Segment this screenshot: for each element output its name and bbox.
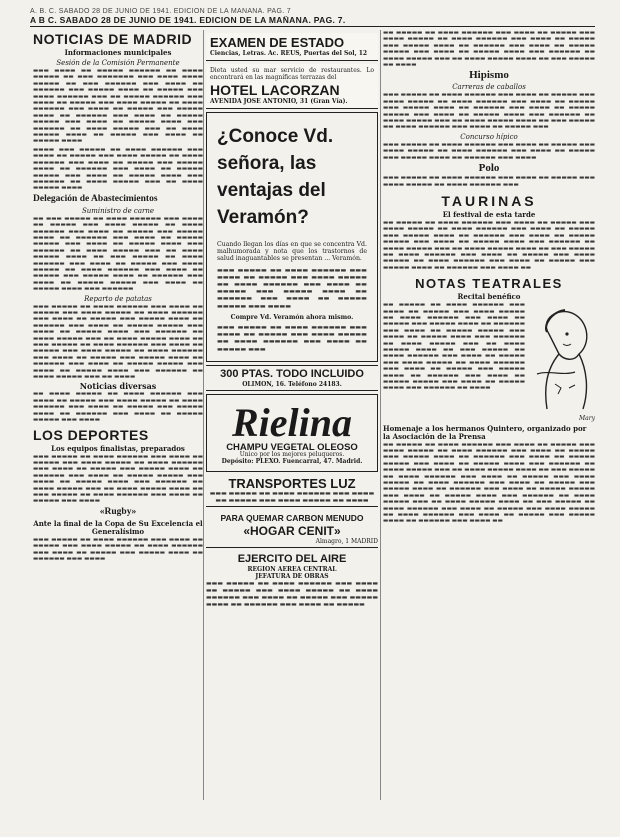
ejercito-title: EJERCITO DEL AIRE [237, 553, 347, 566]
polo-title: Polo [478, 162, 500, 175]
body-text: ▬▬ ▬▬▬▬▬ ▬▬ ▬▬▬▬ ▬▬▬▬▬▬ ▬▬▬ ▬▬▬▬ ▬▬ ▬▬▬▬▬ ▬▬▬ ▬▬▬▬ ▬▬▬▬▬ ▬▬ ▬▬▬▬ ▬▬▬▬▬▬ ▬▬▬ ▬▬▬▬ ▬▬ ▬▬▬▬▬ ▬▬▬ ▬▬▬▬▬ ▬▬▬▬ ▬▬ ▬▬▬▬▬▬ ▬▬▬ ▬▬▬▬ ▬▬ ▬▬▬▬▬ ▬▬▬▬▬ ▬▬▬ ▬▬▬▬ ▬▬ ▬▬▬▬▬ ▬▬▬▬ ▬▬▬ ▬▬▬▬▬▬ ▬▬ ▬▬▬▬ ▬▬▬▬▬ ▬▬▬ ▬▬ ▬▬▬▬ ▬▬▬▬▬ ▬▬▬▬ ▬▬ ▬▬▬ ▬▬▬▬▬ ▬▬ ▬▬▬▬ ▬▬▬▬▬▬ ▬▬▬ ▬▬▬▬ ▬▬ ▬▬▬▬▬ ▬▬▬ ▬▬▬▬ ▬▬▬▬▬ ▬▬ ▬▬▬▬ ▬▬▬▬▬▬ ▬▬▬ ▬▬▬▬ ▬▬ ▬▬▬▬▬ ▬▬▬ ▬▬▬▬▬ ▬▬▬▬ ▬▬ ▬▬▬▬▬▬ ▬▬▬ ▬▬▬▬ ▬▬ [383, 219, 595, 271]
body-text: ▬▬▬ ▬▬▬▬▬ ▬▬ ▬▬▬▬ ▬▬▬▬▬▬ ▬▬▬ ▬▬▬▬ ▬▬ ▬▬▬▬▬ ▬▬▬ ▬▬▬▬ ▬▬▬▬▬ ▬▬ ▬▬▬▬ ▬▬▬▬▬▬ ▬▬▬ ▬▬▬▬ ▬▬ ▬▬▬▬▬ ▬▬▬ ▬▬▬▬▬ ▬▬▬▬ ▬▬ ▬▬▬▬▬▬ ▬▬▬ ▬▬▬▬ [33, 536, 203, 562]
rielina-depot: Depósito: PLEXO. Fuencarral, 47. Madrid. [221, 458, 363, 466]
header-top-line: A. B. C. SABADO 28 DE JUNIO DE 1941. EDICION DE LA MAÑANA. PAG. 7 [30, 8, 291, 15]
hipismo-title: Hipismo [469, 69, 509, 82]
examen-line: Ciencias, Letras. Ac. REUS, Puertas del Sol, 12 [210, 50, 368, 57]
veramon-line-4: Veramón? [217, 207, 309, 228]
rielina-subtitle: CHAMPU VEGETAL OLEOSO [226, 441, 358, 453]
concurso-subtitle: Concurso hípico [460, 132, 518, 141]
rielina-line: Unico por los mejores peluqueros. [239, 451, 345, 459]
ejercito-subtitle-2: JEFATURA DE OBRAS [255, 573, 329, 581]
transportes-title: TRANSPORTES LUZ [228, 476, 356, 492]
teatro-title: NOTAS TEATRALES [415, 276, 563, 292]
finalists-subtitle: Los equipos finalistas, preparados [51, 443, 185, 453]
hotel-address: AVENIDA JOSE ANTONIO, 31 (Gran Vía). [210, 98, 348, 105]
hogar-address: Almagro, 1 MADRID [315, 538, 378, 546]
veramon-line-2: señora, las [217, 153, 317, 174]
body-text: ▬▬ ▬▬▬▬▬ ▬▬ ▬▬▬▬ ▬▬▬▬▬▬ ▬▬▬ ▬▬▬▬ ▬▬ ▬▬▬▬▬ ▬▬▬ ▬▬▬▬ ▬▬▬▬▬ ▬▬ ▬▬▬▬ ▬▬▬▬▬▬ ▬▬▬ ▬▬▬▬ ▬▬ ▬▬▬▬▬ ▬▬▬ ▬▬▬▬▬ ▬▬▬▬ ▬▬ ▬▬▬▬▬▬ ▬▬▬ ▬▬▬▬ ▬▬ ▬▬▬▬▬ ▬▬▬▬▬ ▬▬▬ ▬▬▬▬ ▬▬ ▬▬▬▬▬ ▬▬▬▬ ▬▬▬ ▬▬▬▬▬▬ ▬▬ ▬▬▬▬ ▬▬▬▬▬ ▬▬▬ ▬▬ ▬▬▬▬ ▬▬▬▬▬ ▬▬▬▬ ▬▬ ▬▬▬ ▬▬▬▬▬ ▬▬ ▬▬▬▬ ▬▬▬▬▬▬ ▬▬▬ ▬▬▬▬ ▬▬ ▬▬▬▬▬ ▬▬▬ ▬▬▬▬ ▬▬▬▬▬ ▬▬ ▬▬▬▬ ▬▬▬▬▬▬ ▬▬▬ ▬▬▬▬ ▬▬ ▬▬▬▬▬ ▬▬▬ ▬▬▬▬▬ ▬▬▬▬ ▬▬ ▬▬▬▬▬▬ ▬▬▬ ▬▬▬▬ ▬▬ ▬▬▬▬▬ ▬▬▬▬▬ ▬▬▬ ▬▬▬▬ ▬▬ ▬▬▬▬▬ ▬▬▬▬ ▬▬▬ ▬▬▬▬▬▬ ▬▬ ▬▬▬▬ ▬▬▬▬▬ ▬▬▬ ▬▬ ▬▬▬▬ ▬▬▬▬▬ ▬▬▬▬ ▬▬ ▬▬▬ ▬▬▬▬▬ ▬▬ ▬▬▬▬ ▬▬▬▬▬▬ ▬▬▬ ▬▬▬▬ ▬▬ ▬▬▬▬▬ ▬▬▬ ▬▬▬▬ ▬▬▬▬▬ ▬▬ ▬▬▬▬ ▬▬▬▬▬▬ ▬▬▬ ▬▬▬▬ ▬▬ ▬▬▬▬▬ ▬▬▬ ▬▬▬▬▬ ▬▬▬▬ ▬▬ ▬▬▬▬▬▬ ▬▬▬ ▬▬▬▬ ▬▬ [383, 441, 595, 525]
potatoes-subtitle: Reparto de patatas [84, 294, 152, 303]
body-text: ▬▬ ▬▬▬▬▬ ▬▬ ▬▬▬▬ ▬▬▬▬▬▬ ▬▬▬ ▬▬▬▬ ▬▬ ▬▬▬▬▬ ▬▬▬ ▬▬▬▬ ▬▬▬▬▬ ▬▬ ▬▬▬▬ ▬▬▬▬▬▬ ▬▬▬ ▬▬▬▬ ▬▬ ▬▬▬▬▬ ▬▬▬ ▬▬▬▬▬ ▬▬▬▬ ▬▬ ▬▬▬▬▬▬ ▬▬▬ ▬▬▬▬ ▬▬ ▬▬▬▬▬ ▬▬▬▬▬ ▬▬▬ ▬▬▬▬ ▬▬ ▬▬▬▬▬ ▬▬▬▬ ▬▬▬ ▬▬▬▬▬▬ ▬▬ ▬▬▬▬ ▬▬▬▬▬ ▬▬▬ ▬▬ ▬▬▬▬ ▬▬▬▬▬ ▬▬▬▬ ▬▬ ▬▬▬ ▬▬▬▬▬ ▬▬ ▬▬▬▬ [383, 30, 595, 69]
actress-sketch-icon [529, 304, 595, 414]
veramon-line-1: ¿Conoce Vd. [217, 126, 334, 147]
body-text: ▬▬ ▬▬▬▬ ▬▬▬▬▬ ▬▬ ▬▬▬▬ ▬▬▬▬▬▬ ▬▬▬ ▬▬▬▬ ▬▬ ▬▬▬▬▬ ▬▬▬ ▬▬▬▬ ▬▬▬▬▬ ▬▬ ▬▬▬▬ ▬▬▬▬▬▬ ▬▬▬ ▬▬▬▬ ▬▬ ▬▬▬▬▬ ▬▬▬ ▬▬▬▬▬ ▬▬▬▬ ▬▬ ▬▬▬▬▬▬ ▬▬▬ ▬▬▬▬ ▬▬ ▬▬▬▬▬ ▬▬▬▬▬ ▬▬▬ ▬▬▬▬ [33, 391, 203, 424]
examen-title: EXAMEN DE ESTADO [210, 35, 345, 50]
veramon-cta: Compre Vd. Veramón ahora mismo. [230, 313, 354, 321]
hotel-intro: Dieta usted su mar servicio de restaurantes. Lo encontrará en las magníficas terrazas del [210, 67, 374, 81]
sketch-caption: Mary [579, 415, 595, 423]
body-text: ▬▬▬ ▬▬▬▬▬ ▬▬ ▬▬▬▬ ▬▬▬▬▬▬ ▬▬▬ ▬▬▬▬ ▬▬ ▬▬▬▬▬ ▬▬▬ ▬▬▬▬ ▬▬▬▬▬ ▬▬ ▬▬▬▬ ▬▬▬▬▬▬ ▬▬▬ ▬▬▬▬ ▬▬ ▬▬▬▬▬ ▬▬▬ ▬▬▬▬▬ ▬▬▬▬ ▬▬ ▬▬▬▬▬▬ ▬▬▬ ▬▬▬▬ ▬▬ ▬▬▬▬▬ ▬▬▬▬▬ ▬▬▬ ▬▬▬▬ [217, 266, 367, 310]
body-text: ▬▬▬ ▬▬▬▬▬ ▬▬ ▬▬▬▬ ▬▬▬▬▬▬ ▬▬▬ ▬▬▬▬ ▬▬ ▬▬▬▬▬ ▬▬▬ ▬▬▬▬ ▬▬▬▬▬ ▬▬ ▬▬▬▬ ▬▬▬▬▬▬ ▬▬▬ [383, 175, 595, 188]
column-divider-1 [203, 30, 204, 800]
body-text: ▬▬▬ ▬▬▬▬▬ ▬▬ ▬▬▬▬ ▬▬▬▬▬▬ ▬▬▬ ▬▬▬▬ ▬▬ ▬▬▬▬▬ ▬▬▬ ▬▬▬▬ ▬▬▬▬▬ ▬▬ ▬▬▬▬ ▬▬▬▬▬▬ ▬▬▬ ▬▬▬▬ ▬▬ ▬▬▬▬▬ ▬▬▬ [217, 324, 367, 353]
meat-subtitle: Suministro de carne [81, 206, 155, 215]
body-text: ▬▬▬ ▬▬▬▬▬ ▬▬ ▬▬▬▬ ▬▬▬▬▬▬ ▬▬▬ ▬▬▬▬ ▬▬ ▬▬▬▬▬ ▬▬▬ ▬▬▬▬ ▬▬▬▬▬ ▬▬ ▬▬▬▬ ▬▬▬▬▬▬ ▬▬▬ ▬▬▬▬ ▬▬ ▬▬▬▬▬ ▬▬▬ ▬▬▬▬▬ ▬▬▬▬ ▬▬ ▬▬▬▬▬▬ ▬▬▬ ▬▬▬▬ [383, 141, 595, 161]
hotel-name: HOTEL LACORZAN [210, 82, 340, 98]
body-text: ▬▬▬▬ ▬▬▬ ▬▬▬▬▬ ▬▬ ▬▬▬▬ ▬▬▬▬▬▬ ▬▬▬ ▬▬▬▬ ▬▬ ▬▬▬▬▬ ▬▬▬ ▬▬▬▬ ▬▬▬▬▬ ▬▬ ▬▬▬▬ ▬▬▬▬▬▬ ▬▬▬ ▬▬▬▬ ▬▬ ▬▬▬▬▬ ▬▬▬ ▬▬▬▬▬ ▬▬▬▬ ▬▬ ▬▬▬▬▬▬ ▬▬▬ ▬▬▬▬ ▬▬ ▬▬▬▬▬ ▬▬▬▬▬ ▬▬▬ ▬▬▬▬ ▬▬ ▬▬▬▬▬ ▬▬▬▬ ▬▬▬ ▬▬▬▬▬▬ ▬▬ ▬▬▬▬ ▬▬▬▬▬ ▬▬▬ ▬▬ ▬▬▬▬ ▬▬▬▬▬ ▬▬▬▬ [33, 146, 203, 192]
veramon-line-3: ventajas del [217, 180, 326, 201]
body-text: ▬▬▬ ▬▬▬▬▬ ▬▬ ▬▬▬▬ ▬▬▬▬▬▬ ▬▬▬ ▬▬▬▬ ▬▬ ▬▬▬▬▬ ▬▬▬ ▬▬▬▬ ▬▬▬▬▬ ▬▬ ▬▬▬▬ ▬▬▬▬▬▬ ▬▬▬ ▬▬▬▬ ▬▬ ▬▬▬▬▬ ▬▬▬ ▬▬▬▬▬ ▬▬▬▬ ▬▬ ▬▬▬▬▬▬ ▬▬▬ ▬▬▬▬ ▬▬ ▬▬▬▬▬ [206, 580, 378, 609]
veramon-ad [206, 112, 378, 362]
abastecimientos-title: Delegación de Abastecimientos [33, 193, 158, 204]
homenaje-title: Homenaje a los hermanos Quintero, organizado por la Asociación de la Prensa [383, 423, 587, 441]
body-text: ▬▬▬ ▬▬▬▬▬ ▬▬ ▬▬▬▬ ▬▬▬▬▬▬ ▬▬▬ ▬▬▬▬ ▬▬ ▬▬▬▬▬ ▬▬▬ ▬▬▬▬ ▬▬▬▬▬ ▬▬ ▬▬▬▬ [209, 490, 375, 505]
commission-subtitle: Sesión de la Comisión Permanente [56, 59, 180, 67]
body-text: ▬▬▬ ▬▬▬▬▬ ▬▬ ▬▬▬▬ ▬▬▬▬▬▬ ▬▬▬ ▬▬▬▬ ▬▬ ▬▬▬▬▬ ▬▬▬ ▬▬▬▬ ▬▬▬▬▬ ▬▬ ▬▬▬▬ ▬▬▬▬▬▬ ▬▬▬ ▬▬▬▬ ▬▬ ▬▬▬▬▬ ▬▬▬ ▬▬▬▬▬ ▬▬▬▬ ▬▬ ▬▬▬▬▬▬ ▬▬▬ ▬▬▬▬ ▬▬ ▬▬▬▬▬ ▬▬▬▬▬ ▬▬▬ ▬▬▬▬ ▬▬ ▬▬▬▬▬ ▬▬▬▬ ▬▬▬ ▬▬▬▬▬▬ ▬▬ ▬▬▬▬ ▬▬▬▬▬ ▬▬▬ ▬▬ ▬▬▬▬ ▬▬▬▬▬ ▬▬▬▬ ▬▬ ▬▬▬ ▬▬▬▬▬ ▬▬ ▬▬▬▬ ▬▬▬▬▬▬ ▬▬▬ ▬▬▬▬ ▬▬ ▬▬▬▬▬ ▬▬▬ ▬▬▬▬ ▬▬▬▬▬ ▬▬ ▬▬▬▬ ▬▬▬▬▬▬ ▬▬▬ ▬▬▬▬ ▬▬ ▬▬▬▬▬ ▬▬▬ ▬▬▬▬▬ ▬▬▬▬ ▬▬ ▬▬▬▬▬▬ ▬▬▬ ▬▬▬▬ ▬▬ ▬▬▬▬▬ ▬▬▬▬▬ ▬▬▬ ▬▬▬▬ ▬▬ ▬▬▬▬▬ ▬▬▬▬ ▬▬▬ ▬▬▬▬▬▬ ▬▬ ▬▬▬▬ ▬▬▬▬▬ ▬▬▬ ▬▬ ▬▬▬▬ [33, 303, 203, 381]
body-text: ▬▬▬ ▬▬▬▬ ▬▬ ▬▬▬▬▬ ▬▬▬▬▬▬ ▬▬ ▬▬▬▬ ▬▬▬▬▬ ▬▬ ▬▬▬ ▬▬▬▬▬▬▬ ▬▬▬ ▬▬▬▬ ▬▬▬▬ ▬▬▬▬▬ ▬▬ ▬▬▬ ▬▬▬▬▬▬ ▬▬▬ ▬▬▬▬ ▬▬ ▬▬▬▬▬▬ ▬▬▬ ▬▬▬▬▬ ▬▬▬▬ ▬▬ ▬▬▬▬▬ ▬▬▬ ▬▬▬▬ ▬▬▬▬▬▬ ▬▬▬ ▬▬ ▬▬▬▬▬ ▬▬▬▬▬▬ ▬▬▬ ▬▬▬▬ ▬▬ ▬▬▬▬▬ ▬▬▬ ▬▬▬▬ ▬▬▬▬▬ ▬▬ ▬▬▬▬ ▬▬▬▬▬▬ ▬▬▬ ▬▬▬▬ ▬▬ ▬▬▬▬▬ ▬▬▬ ▬▬▬▬▬ ▬▬▬▬ ▬▬ ▬▬▬▬▬▬ ▬▬▬ ▬▬▬▬ ▬▬ ▬▬▬▬▬ ▬▬▬▬▬ ▬▬▬ ▬▬▬▬ ▬▬ ▬▬▬▬▬ ▬▬▬▬ ▬▬▬ ▬▬▬▬▬▬ ▬▬ ▬▬▬▬ ▬▬▬▬▬ ▬▬▬ ▬▬ ▬▬▬▬ ▬▬▬▬▬ ▬▬▬▬ ▬▬ ▬▬▬▬▬ ▬▬▬ ▬▬▬▬ ▬▬ ▬▬▬▬▬ ▬▬▬▬ [33, 68, 203, 145]
misc-news-subtitle: Noticias diversas [79, 381, 157, 392]
body-text: ▬▬▬ ▬▬▬▬▬ ▬▬ ▬▬▬▬ ▬▬▬▬▬▬ ▬▬▬ ▬▬▬▬ ▬▬ ▬▬▬▬▬ ▬▬▬ ▬▬▬▬ ▬▬▬▬▬ ▬▬ ▬▬▬▬ ▬▬▬▬▬▬ ▬▬▬ ▬▬▬▬ ▬▬ ▬▬▬▬▬ ▬▬▬ ▬▬▬▬▬ ▬▬▬▬ ▬▬ ▬▬▬▬▬▬ ▬▬▬ ▬▬▬▬ ▬▬ ▬▬▬▬▬ ▬▬▬▬▬ ▬▬▬ ▬▬▬▬ ▬▬ ▬▬▬▬▬ ▬▬▬▬ ▬▬▬ ▬▬▬▬▬▬ ▬▬ ▬▬▬▬ ▬▬▬▬▬ ▬▬▬ ▬▬ ▬▬▬▬ ▬▬▬▬▬ ▬▬▬▬ ▬▬ ▬▬▬ ▬▬▬▬▬ ▬▬ ▬▬▬▬ ▬▬▬▬▬▬ ▬▬▬ ▬▬▬▬ ▬▬ ▬▬▬▬▬ ▬▬▬ [383, 92, 595, 131]
hogar-ad [206, 510, 378, 548]
recital-subtitle: Recital benéfico [457, 292, 521, 302]
body-text: ▬▬ ▬▬▬▬▬ ▬▬ ▬▬▬▬ ▬▬▬▬▬▬ ▬▬▬ ▬▬▬▬ ▬▬ ▬▬▬▬▬ ▬▬▬ ▬▬▬▬ ▬▬▬▬▬ ▬▬ ▬▬▬▬ ▬▬▬▬▬▬ ▬▬▬ ▬▬▬▬ ▬▬ ▬▬▬▬▬ ▬▬▬ ▬▬▬▬▬ ▬▬▬▬ ▬▬ ▬▬▬▬▬▬ ▬▬▬ ▬▬▬▬ ▬▬ ▬▬▬▬▬ ▬▬▬▬▬ ▬▬▬ ▬▬▬▬ ▬▬ ▬▬▬▬▬ ▬▬▬▬ ▬▬▬ ▬▬▬▬▬▬ ▬▬ ▬▬▬▬ ▬▬▬▬▬ ▬▬▬ ▬▬ ▬▬▬▬ ▬▬▬▬▬ ▬▬▬▬ ▬▬ ▬▬▬ ▬▬▬▬▬ ▬▬ ▬▬▬▬ ▬▬▬▬▬▬ ▬▬▬ ▬▬▬▬ ▬▬ ▬▬▬▬▬ ▬▬▬ ▬▬▬▬ ▬▬▬▬▬ ▬▬ ▬▬▬▬ ▬▬▬▬▬▬ ▬▬▬ ▬▬▬▬ ▬▬ ▬▬▬▬▬ ▬▬▬ ▬▬▬▬▬ ▬▬▬▬ ▬▬ ▬▬▬▬▬▬ ▬▬▬ ▬▬▬▬ ▬▬ ▬▬▬▬▬ ▬▬▬▬▬ ▬▬▬ ▬▬▬▬ ▬▬ ▬▬▬▬▬ ▬▬▬▬ ▬▬▬ ▬▬▬▬▬▬ ▬▬ ▬▬▬▬ [383, 302, 525, 392]
column-2 [206, 30, 378, 800]
municipal-subtitle: Informaciones municipales [64, 48, 172, 57]
ejercito-ad [206, 551, 378, 610]
festival-subtitle: El festival de esta tarde [442, 209, 536, 219]
ejercito-subtitle: REGION AEREA CENTRAL [247, 566, 337, 574]
body-text: ▬▬▬ ▬▬▬▬▬ ▬▬ ▬▬▬▬ ▬▬▬▬▬▬ ▬▬▬ ▬▬▬▬ ▬▬ ▬▬▬▬▬ ▬▬▬ ▬▬▬▬ ▬▬▬▬▬ ▬▬ ▬▬▬▬ ▬▬▬▬▬▬ ▬▬▬ ▬▬▬▬ ▬▬ ▬▬▬▬▬ ▬▬▬ ▬▬▬▬▬ ▬▬▬▬ ▬▬ ▬▬▬▬▬▬ ▬▬▬ ▬▬▬▬ ▬▬ ▬▬▬▬▬ ▬▬▬▬▬ ▬▬▬ ▬▬▬▬ ▬▬ ▬▬▬▬▬ ▬▬▬▬ ▬▬▬ ▬▬▬▬▬▬ ▬▬ ▬▬▬▬ ▬▬▬▬▬ ▬▬▬ ▬▬ ▬▬▬▬ ▬▬▬▬▬ ▬▬▬▬ ▬▬ ▬▬▬ ▬▬▬▬▬ ▬▬ ▬▬▬▬ ▬▬▬▬▬▬ ▬▬▬ ▬▬▬▬ ▬▬ ▬▬▬▬▬ ▬▬▬ ▬▬▬▬ [33, 453, 203, 505]
madrid-news-title: NOTICIAS DE MADRID [33, 31, 193, 47]
page-header [30, 8, 600, 24]
rielina-ad [206, 394, 378, 472]
sports-title: LOS DEPORTES [33, 426, 149, 443]
ptas-line: OLIMON, 16. Teléfono 24183. [242, 380, 342, 388]
ptas-ad [206, 365, 378, 391]
header-main-line: A B C. SABADO 28 DE JUNIO DE 1941. EDICION DE LA MAÑANA. PAG. 7. [30, 16, 346, 24]
examen-ad [206, 33, 378, 61]
ptas-title: 300 PTAS. TODO INCLUIDO [220, 367, 364, 380]
column-divider-2 [380, 30, 381, 800]
header-rule [30, 26, 595, 27]
carbon-title: PARA QUEMAR CARBON MENUDO [220, 513, 364, 524]
body-text: ▬▬ ▬▬▬ ▬▬▬▬▬ ▬▬ ▬▬▬▬ ▬▬▬▬▬▬ ▬▬▬ ▬▬▬▬ ▬▬ ▬▬▬▬▬ ▬▬▬ ▬▬▬▬ ▬▬▬▬▬ ▬▬ ▬▬▬▬ ▬▬▬▬▬▬ ▬▬▬ ▬▬▬▬ ▬▬ ▬▬▬▬▬ ▬▬▬ ▬▬▬▬▬ ▬▬▬▬ ▬▬ ▬▬▬▬▬▬ ▬▬▬ ▬▬▬▬ ▬▬ ▬▬▬▬▬ ▬▬▬▬▬ ▬▬▬ ▬▬▬▬ ▬▬ ▬▬▬▬▬ ▬▬▬▬ ▬▬▬ ▬▬▬▬▬▬ ▬▬ ▬▬▬▬ ▬▬▬▬▬ ▬▬▬ ▬▬ ▬▬▬▬ ▬▬▬▬▬ ▬▬▬▬ ▬▬ ▬▬▬ ▬▬▬▬▬ ▬▬ ▬▬▬▬ ▬▬▬▬▬▬ ▬▬▬ ▬▬▬▬ ▬▬ ▬▬▬▬▬ ▬▬▬ ▬▬▬▬ ▬▬▬▬▬ ▬▬ ▬▬▬▬ ▬▬▬▬▬▬ ▬▬▬ ▬▬▬▬ ▬▬ ▬▬▬▬▬ ▬▬▬ ▬▬▬▬▬ ▬▬▬▬ ▬▬ ▬▬▬▬▬▬ ▬▬▬ ▬▬▬▬ ▬▬ ▬▬▬▬▬ ▬▬▬▬▬ ▬▬▬ ▬▬▬▬ ▬▬ ▬▬▬▬▬ ▬▬▬▬ ▬▬▬ ▬▬▬▬▬▬ [33, 215, 203, 293]
horse-race-subtitle: Carreras de caballos [452, 83, 526, 92]
transportes-ad [206, 475, 378, 507]
taurinas-title: TAURINAS [441, 192, 537, 209]
rugby-title: «Rugby» [99, 506, 137, 517]
column-3 [383, 30, 595, 800]
column-1 [33, 30, 203, 800]
rielina-logo: Rielina [231, 399, 353, 445]
rugby-subtitle: Ante la final de la Copa de Su Excelencia el Generalísimo [33, 518, 203, 536]
hogar-title: «HOGAR CENIT» [243, 524, 341, 539]
veramon-body: Cuando llegan los días en que se concentra Vd. malhumorada y nota que los trastornos de salud inaguantables se presentan ... Veramón. [217, 241, 367, 263]
hotel-ad [206, 64, 378, 109]
